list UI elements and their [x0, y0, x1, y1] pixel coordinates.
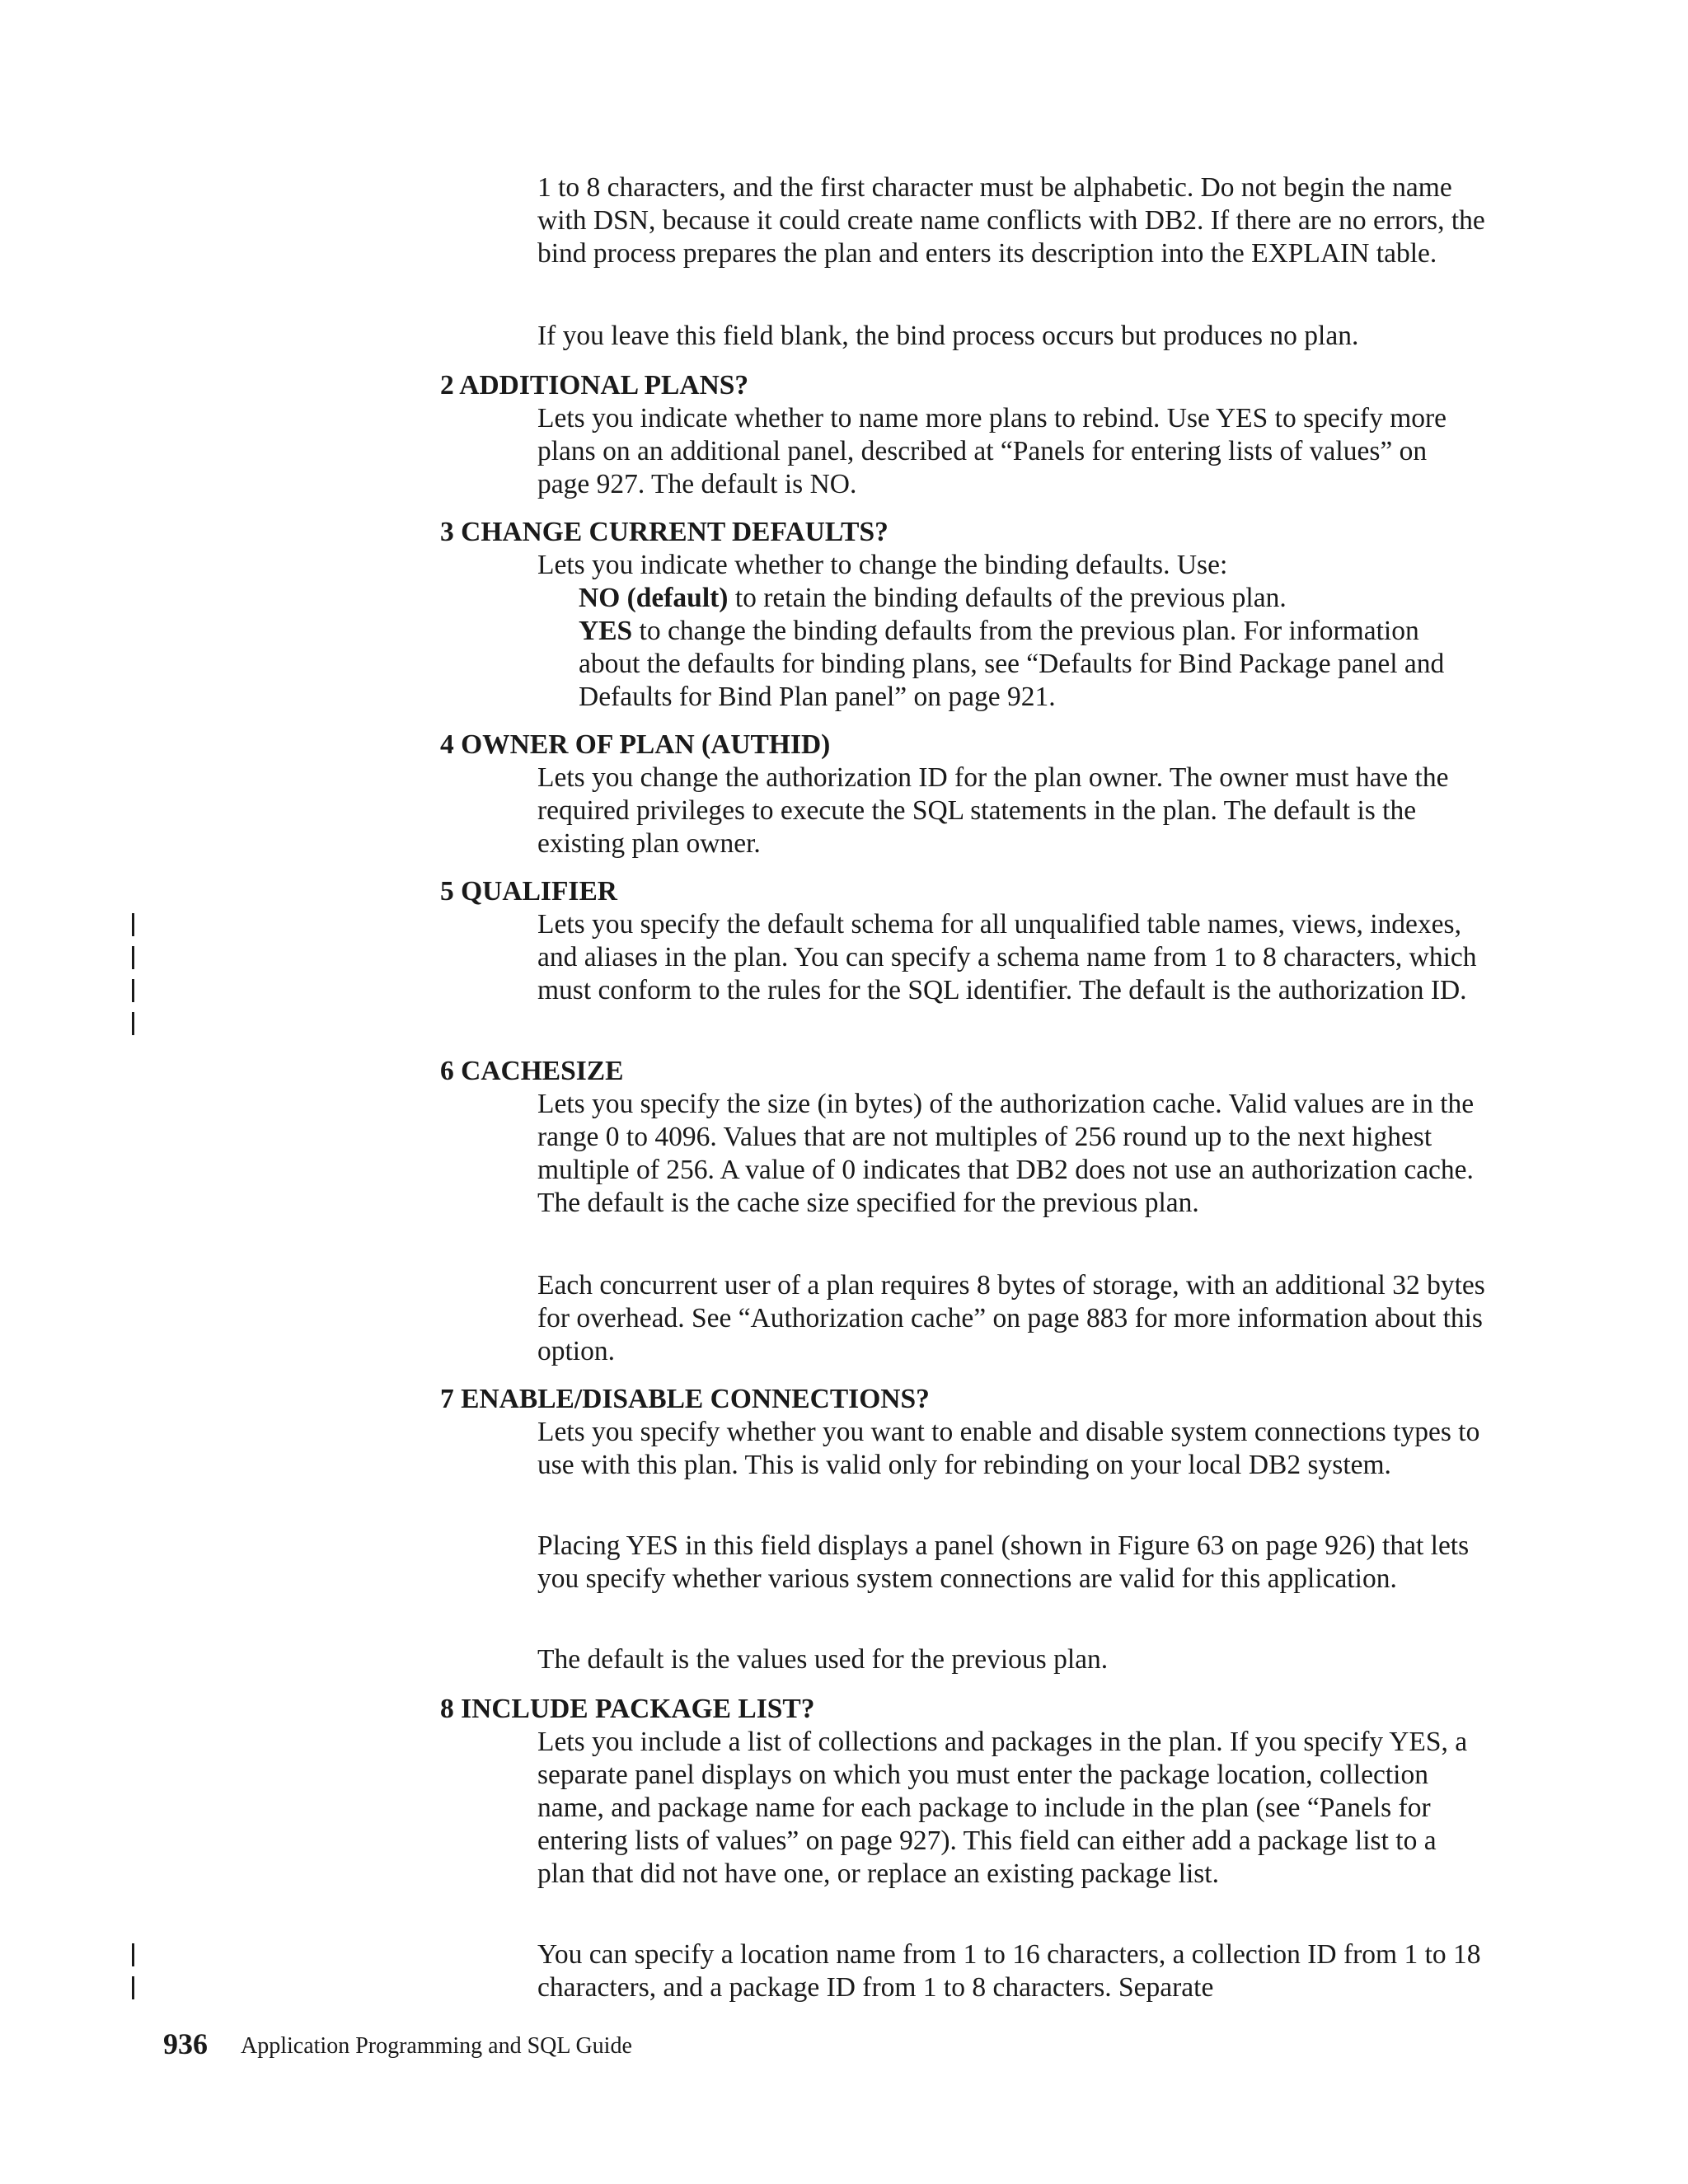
- option-no-text: to retain the binding defaults of the previous plan.: [728, 583, 1287, 613]
- term-owner-of-plan: 4 OWNER OF PLAN (AUTHID): [440, 729, 831, 760]
- desc-additional-plans: Lets you indicate whether to name more plans to rebind. Use YES to specify more plans on an additional panel, described at “Panels for entering lists of values” on page 927. The default is NO.: [537, 403, 1447, 499]
- option-no-label: NO (default): [579, 583, 729, 613]
- book-title: Application Programming and SQL Guide: [241, 2033, 632, 2059]
- term-cachesize: 6 CACHESIZE: [440, 1056, 624, 1086]
- term-include-package-list: 8 INCLUDE PACKAGE LIST?: [440, 1694, 815, 1724]
- desc-enable-disable-2: Placing YES in this field displays a panel (shown in Figure 63 on page 926) that lets you specify whether various system connections are valid for this application.: [537, 1530, 1470, 1594]
- change-bar: [132, 1012, 134, 1035]
- intro-paragraph-1: 1 to 8 characters, and the first character must be alphabetic. Do not begin the name with DSN, because it could create name conflicts with DB2. If there are no errors, the bind process prepares the plan and enters its description into the EXPLAIN table.: [537, 172, 1485, 269]
- term-enable-disable-connections: 7 ENABLE/DISABLE CONNECTIONS?: [440, 1384, 930, 1414]
- change-bar: [132, 979, 134, 1002]
- term-change-current-defaults: 3 CHANGE CURRENT DEFAULTS?: [440, 517, 889, 547]
- desc-qualifier: Lets you specify the default schema for all unqualified table names, views, indexes, and aliases in the plan. You can specify a schema name from 1 to 8 characters, which must conform to the rules for the SQL identifier. The default is the authorization ID.: [537, 909, 1477, 1005]
- desc-enable-disable-1: Lets you specify whether you want to enable and disable system connections types to use with this plan. This is valid only for rebinding on your local DB2 system.: [537, 1417, 1480, 1480]
- desc-enable-disable-3: The default is the values used for the previous plan.: [537, 1644, 1109, 1675]
- option-yes-text: to change the binding defaults from the previous plan. For information about the defaults for binding plans, see “Defaults for Bind Package panel and Defaults for Bind Plan panel” on page 921.: [579, 616, 1445, 712]
- change-bar: [132, 946, 134, 969]
- change-bar: [132, 1976, 134, 1999]
- term-qualifier: 5 QUALIFIER: [440, 876, 617, 907]
- desc-include-package-list-1: Lets you include a list of collections and packages in the plan. If you specify YES, a separate panel displays on which you must enter the package location, collection name, and package name for each package to include in the plan (see “Panels for entering lists of values” on page 927). This field can either add a package list to a plan that did not have one, or replace an existing package list.: [537, 1727, 1468, 1889]
- page-number: 936: [163, 2027, 208, 2060]
- desc-change-current-defaults: Lets you indicate whether to change the binding defaults. Use:: [537, 550, 1228, 580]
- change-bar: [132, 1943, 134, 1966]
- desc-include-package-list-2: You can specify a location name from 1 to 16 characters, a collection ID from 1 to 18 characters, and a package ID from 1 to 8 characters. Separate: [537, 1939, 1481, 2003]
- intro-paragraph-2: If you leave this field blank, the bind process occurs but produces no plan.: [537, 321, 1359, 351]
- change-bar: [132, 913, 134, 936]
- desc-owner-of-plan: Lets you change the authorization ID for the plan owner. The owner must have the required privileges to execute the SQL statements in the plan. The default is the existing plan owner.: [537, 762, 1449, 859]
- option-yes: [579, 615, 1485, 714]
- option-yes-label: YES: [579, 616, 633, 646]
- option-no-default: [579, 582, 1485, 615]
- term-additional-plans: 2 ADDITIONAL PLANS?: [440, 370, 749, 401]
- desc-cachesize-1: Lets you specify the size (in bytes) of the authorization cache. Valid values are in the range 0 to 4096. Values that are not multiples of 256 round up to the next highest multiple of 256. A value of 0 indicates that DB2 does not use an authorization cache. The default is the cache size specified for the previous plan.: [537, 1089, 1475, 1218]
- desc-cachesize-2: Each concurrent user of a plan requires 8 bytes of storage, with an additional 32 bytes for overhead. See “Authorization cache” on page 883 for more information about this option.: [537, 1270, 1485, 1366]
